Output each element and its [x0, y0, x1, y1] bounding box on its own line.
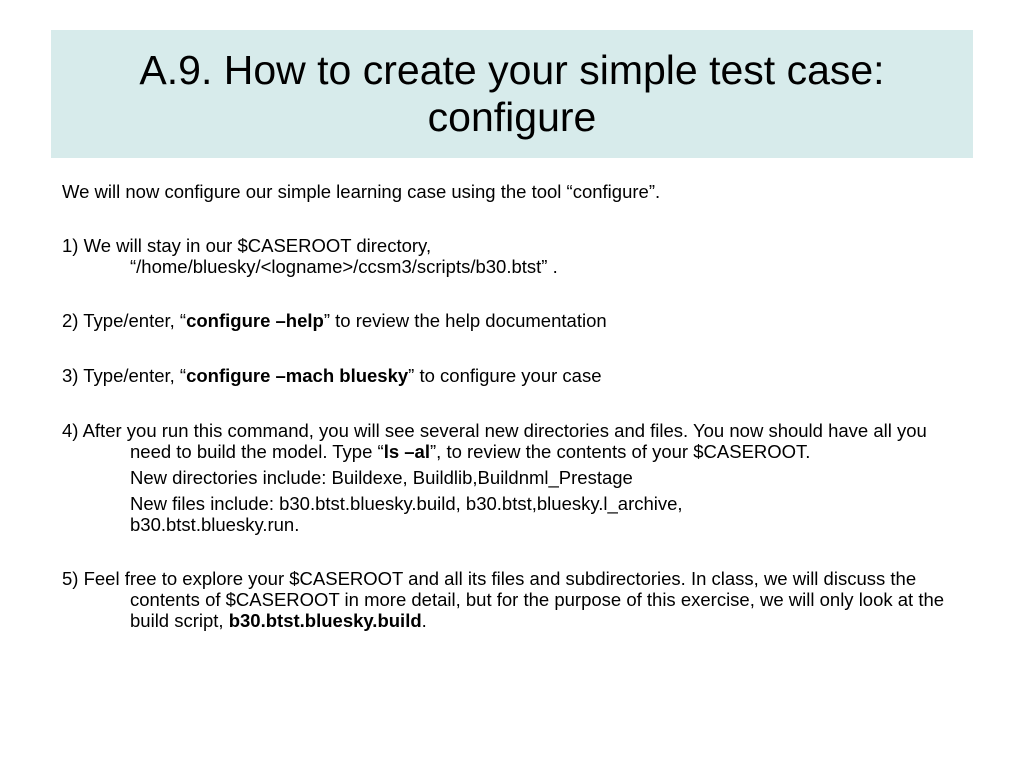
list-item-3-post: ” to configure your case: [408, 365, 602, 386]
list-item-1: [62, 235, 972, 277]
list-item-4: [62, 420, 972, 535]
slide-title-line-1: A.9. How to create your simple test case:: [139, 47, 885, 93]
list-item-2-command: configure –help: [186, 310, 324, 331]
list-item-1-line-1: 1) We will stay in our $CASEROOT directory,: [62, 235, 432, 256]
list-item-5: [62, 568, 972, 631]
list-item-2: [62, 310, 972, 331]
list-item-5-command: b30.btst.bluesky.build: [228, 610, 422, 631]
list-item-3-pre: 3) Type/enter, “: [62, 365, 187, 386]
list-item-3-command: configure –mach bluesky: [186, 365, 409, 386]
list-item-4-text: [62, 420, 972, 462]
list-item-5-post: .: [421, 610, 427, 631]
slide-body: [62, 181, 972, 631]
list-item-4-pre: 4) After you run this command, you will see several new directories and files. You now should have all you need to build the model. Type “: [62, 420, 927, 462]
title-banner: [51, 30, 973, 158]
list-item-4-command: ls –al: [383, 441, 430, 462]
list-item-1-line-2: “/home/bluesky/<logname>/ccsm3/scripts/b30.btst” .: [130, 256, 558, 277]
list-item-2-pre: 2) Type/enter, “: [62, 310, 187, 331]
list-item-5-pre: 5) Feel free to explore your $CASEROOT and all its files and subdirectories. In class, we will discuss the contents of $CASEROOT in more detail, but for the purpose of this exercise, we will only look at the build script,: [62, 568, 945, 631]
new-directories-text: New directories include: Buildexe, Buildlib,Buildnml_Prestage: [130, 467, 633, 488]
new-files-line-1: New files include: b30.btst.bluesky.build, b30.btst,bluesky.l_archive,: [130, 493, 683, 514]
new-files-line-2: b30.btst.bluesky.run.: [130, 514, 300, 535]
list-item-4-post: ”, to review the contents of your $CASEROOT.: [430, 441, 811, 462]
list-item-3: [62, 365, 972, 386]
slide-title-line-2: configure: [427, 94, 597, 140]
list-item-2-post: ” to review the help documentation: [323, 310, 607, 331]
new-files-text: [62, 493, 972, 535]
slide-title: [139, 47, 884, 141]
intro-text: We will now configure our simple learning case using the tool “configure”.: [62, 181, 661, 202]
